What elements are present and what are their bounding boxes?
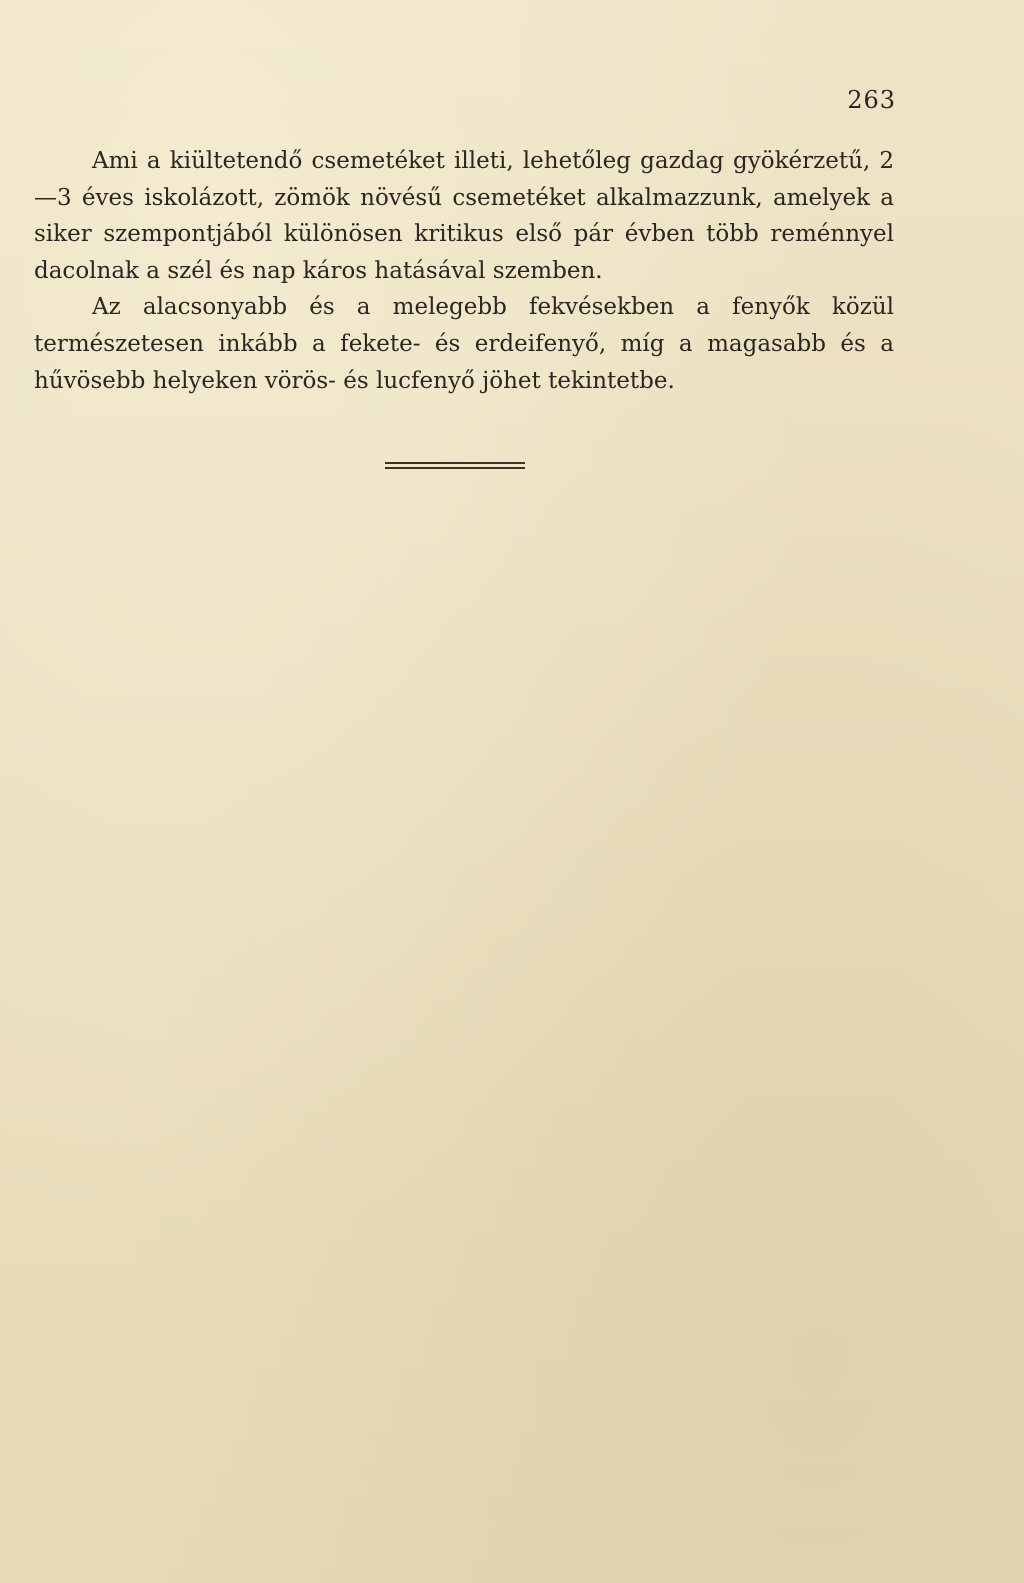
paragraph-seedlings: Ami a kiültetendő csemetéket illeti, lehetőleg gazdag gyökérzetű, 2—3 éves iskolázott, zömök növésű csemetéket alkalmazzunk, amelyek a siker szempontjából különösen kritikus első pár évben több reménnyel dacolnak a szél és nap káros hatásával szemben.: [34, 148, 894, 284]
paragraph-conifers: Az alacsonyabb és a melegebb fekvésekben a fenyők közül természetesen inkább a fekete- és erdeifenyő, míg a magasabb és a hűvösebb helyeken vörös- és lucfenyő jöhet tekintetbe.: [34, 294, 894, 394]
section-end-rule: [385, 462, 525, 470]
rule-line-bottom: [385, 467, 525, 469]
rule-line-top: [385, 462, 525, 464]
body-text: [34, 143, 894, 399]
page-number: 263: [847, 86, 896, 114]
